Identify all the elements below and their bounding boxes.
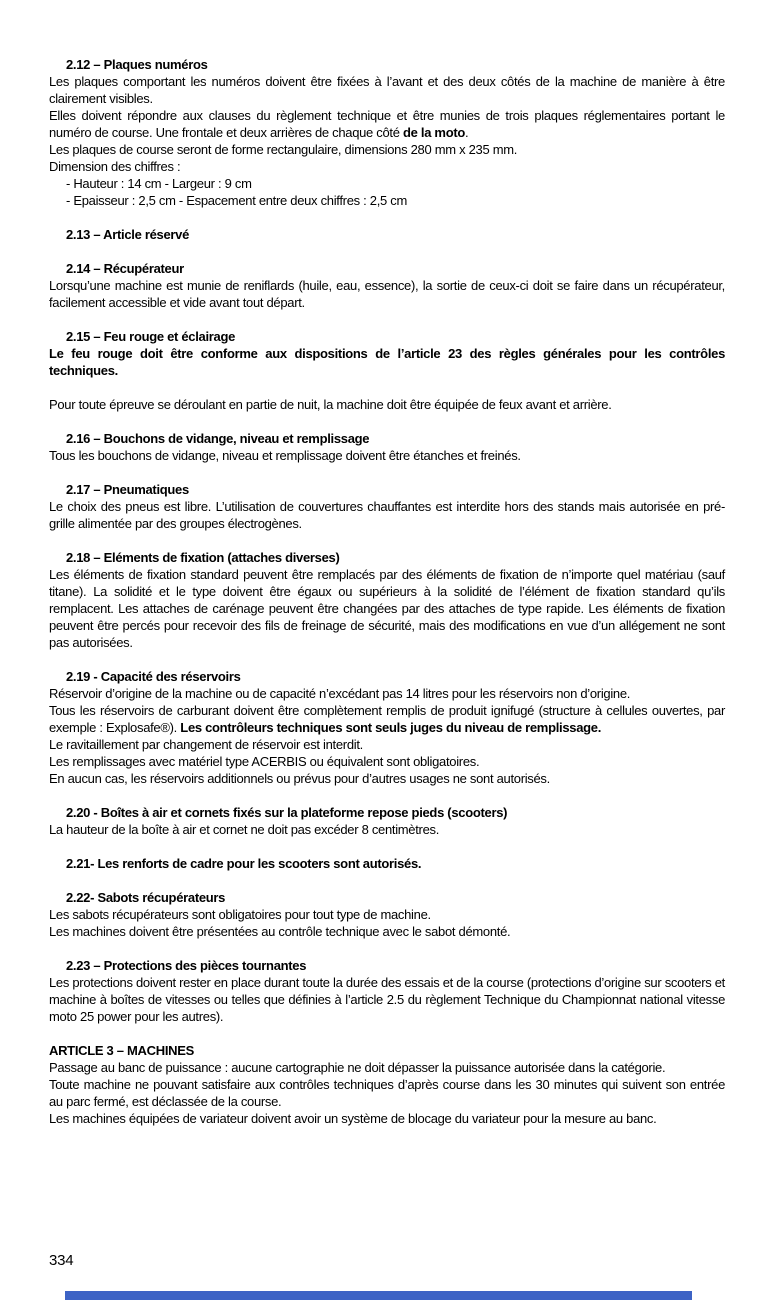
section-heading: 2.23 – Protections des pièces tournantes — [66, 958, 307, 973]
section — [49, 481, 725, 532]
section-heading: 2.19 - Capacité des réservoirs — [66, 669, 241, 684]
section-heading: 2.17 – Pneumatiques — [66, 482, 189, 497]
paragraph: Réservoir d’origine de la machine ou de capacité n’excédant pas 14 litres pour les réservoirs non d’origine. — [49, 686, 631, 701]
paragraph: Le ravitaillement par changement de réservoir est interdit. — [49, 737, 363, 752]
page-number: 334 — [49, 1252, 74, 1269]
section — [49, 855, 725, 872]
paragraph: Passage au banc de puissance : aucune cartographie ne doit dépasser la puissance autorisée dans la catégorie. — [49, 1060, 666, 1075]
document-body — [49, 56, 725, 1127]
section-heading: 2.22- Sabots récupérateurs — [66, 890, 226, 905]
section-heading: 2.20 - Boîtes à air et cornets fixés sur la plateforme repose pieds (scooters) — [66, 805, 508, 820]
paragraph: Les éléments de fixation standard peuvent être remplacés par des éléments de fixation de n’importe quel matériau (sauf titane). La solidité et le type doivent être égaux ou supérieurs à la solidité de l’élément de fixation standard qu’ils remplacent. Les attaches de carénage peuvent être changées par des attaches de type rapide. Les éléments de fixation peuvent être percés pour recevoir des fils de freinage de sécurité, mais des modifications en vue d’un allégement ne sont pas autorisées. — [49, 567, 725, 650]
paragraph: Lorsqu’une machine est munie de reniflards (huile, eau, essence), la sortie de ceux-ci doit se faire dans un récupérateur, facilement accessible et vide avant tout départ. — [49, 278, 725, 310]
section-heading: 2.13 – Article réservé — [66, 227, 190, 242]
paragraph: Elles doivent répondre aux clauses du règlement technique et être munies de trois plaques réglementaires portant le numéro de course. Une frontale et deux arrières de chaque côté de la moto. — [49, 108, 725, 140]
section-heading: 2.15 – Feu rouge et éclairage — [66, 329, 236, 344]
paragraph: Dimension des chiffres : — [49, 159, 181, 174]
paragraph: Les machines équipées de variateur doivent avoir un système de blocage du variateur pour la mesure au banc. — [49, 1111, 657, 1126]
paragraph: Les machines doivent être présentées au contrôle technique avec le sabot démonté. — [49, 924, 511, 939]
section — [49, 957, 725, 1025]
paragraph: La hauteur de la boîte à air et cornet ne doit pas excéder 8 centimètres. — [49, 822, 440, 837]
paragraph: Les sabots récupérateurs sont obligatoires pour tout type de machine. — [49, 907, 431, 922]
paragraph: Tous les réservoirs de carburant doivent être complètement remplis de produit ignifugé (structure à cellules ouvertes, par exemple : Explosafe®). Les contrôleurs techniques sont seuls juges du niveau de remplissage. — [49, 703, 725, 735]
paragraph: Les plaques de course seront de forme rectangulaire, dimensions 280 mm x 235 mm. — [49, 142, 518, 157]
section — [49, 226, 725, 243]
section-heading: ARTICLE 3 – MACHINES — [49, 1043, 194, 1058]
paragraph: - Hauteur : 14 cm - Largeur : 9 cm — [66, 176, 252, 191]
paragraph: Les remplissages avec matériel type ACERBIS ou équivalent sont obligatoires. — [49, 754, 480, 769]
section-heading: 2.14 – Récupérateur — [66, 261, 184, 276]
paragraph: Les protections doivent rester en place durant toute la durée des essais et de la course (protections d’origine sur scooters et machine à boîtes de vitesses ou telles que définies à l’article 2.5 du règlement Technique du Championnat national vitesse moto 25 power pour les autres). — [49, 975, 725, 1024]
section — [49, 260, 725, 311]
section — [49, 430, 725, 464]
section-heading: 2.18 – Eléments de fixation (attaches diverses) — [66, 550, 340, 565]
section — [49, 1042, 725, 1127]
section — [49, 549, 725, 651]
paragraph: Les plaques comportant les numéros doivent être fixées à l’avant et des deux côtés de la machine de manière à être clairement visibles. — [49, 74, 725, 106]
section-heading: 2.16 – Bouchons de vidange, niveau et remplissage — [66, 431, 370, 446]
section — [49, 668, 725, 787]
paragraph: Toute machine ne pouvant satisfaire aux contrôles techniques d’après course dans les 30 minutes qui suivent son entrée au parc fermé, est déclassée de la course. — [49, 1077, 725, 1109]
section — [49, 804, 725, 838]
section-heading: 2.12 – Plaques numéros — [66, 57, 208, 72]
section — [49, 328, 725, 413]
paragraph: En aucun cas, les réservoirs additionnels ou prévus pour d’autres usages ne sont autorisés. — [49, 771, 550, 786]
section-heading: 2.21- Les renforts de cadre pour les scooters sont autorisés. — [66, 856, 422, 871]
bottom-accent-bar — [65, 1291, 692, 1300]
paragraph: - Epaisseur : 2,5 cm - Espacement entre deux chiffres : 2,5 cm — [66, 193, 407, 208]
section — [49, 56, 725, 209]
section — [49, 889, 725, 940]
paragraph: Tous les bouchons de vidange, niveau et remplissage doivent être étanches et freinés. — [49, 448, 521, 463]
paragraph: Le feu rouge doit être conforme aux dispositions de l’article 23 des règles générales pour les contrôles techniques. — [49, 346, 725, 378]
paragraph: Le choix des pneus est libre. L’utilisation de couvertures chauffantes est interdite hors des stands mais autorisée en pré-grille alimentée par des groupes électrogènes. — [49, 499, 725, 531]
paragraph: Pour toute épreuve se déroulant en partie de nuit, la machine doit être équipée de feux avant et arrière. — [49, 397, 612, 412]
